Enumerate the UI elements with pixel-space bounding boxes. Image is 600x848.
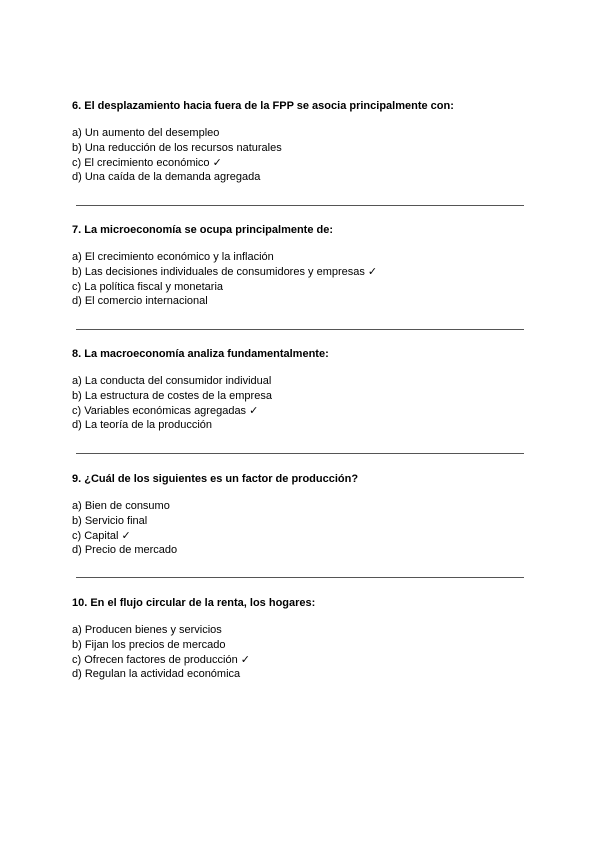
question-title: 8. La macroeconomía analiza fundamentalmente: <box>72 348 329 360</box>
option-list <box>72 126 532 185</box>
option-b: b) Servicio final <box>72 514 148 527</box>
question-title: 10. En el flujo circular de la renta, los hogares: <box>72 597 316 609</box>
option-list <box>72 374 532 433</box>
question-title: 6. El desplazamiento hacia fuera de la FPP se asocia principalmente con: <box>72 100 454 112</box>
option-a: a) Producen bienes y servicios <box>72 624 222 636</box>
question-7 <box>72 223 532 309</box>
question-title: 7. La microeconomía se ocupa principalmente de: <box>72 224 334 236</box>
question-10 <box>72 596 532 682</box>
option-c: c) Ofrecen factores de producción ✓ <box>72 653 250 666</box>
option-c: c) Capital ✓ <box>72 529 131 542</box>
option-d: d) El comercio internacional <box>72 295 208 308</box>
option-d: d) La teoría de la producción <box>72 419 213 432</box>
question-9 <box>72 472 532 558</box>
question-8 <box>72 347 532 433</box>
option-a: a) Un aumento del desempleo <box>72 127 220 139</box>
option-b: b) La estructura de costes de la empresa <box>72 389 272 402</box>
question-title: 9. ¿Cuál de los siguientes es un factor de producción? <box>72 473 359 485</box>
option-b: b) Una reducción de los recursos naturales <box>72 141 282 154</box>
option-b: b) Fijan los precios de mercado <box>72 638 226 651</box>
option-list <box>72 499 532 558</box>
option-c: c) El crecimiento económico ✓ <box>72 156 222 169</box>
divider <box>76 205 524 206</box>
option-a: a) La conducta del consumidor individual <box>72 375 272 387</box>
option-d: d) Regulan la actividad económica <box>72 668 241 681</box>
divider <box>76 577 524 578</box>
option-list <box>72 250 532 309</box>
option-a: a) El crecimiento económico y la inflación <box>72 251 274 263</box>
option-c: c) Variables económicas agregadas ✓ <box>72 404 259 417</box>
option-d: d) Una caída de la demanda agregada <box>72 171 261 184</box>
divider <box>76 453 524 454</box>
option-a: a) Bien de consumo <box>72 500 170 512</box>
option-list <box>72 623 532 682</box>
divider <box>76 329 524 330</box>
option-d: d) Precio de mercado <box>72 544 178 557</box>
option-c: c) La política fiscal y monetaria <box>72 280 224 293</box>
option-b: b) Las decisiones individuales de consumidores y empresas ✓ <box>72 265 378 278</box>
question-6 <box>72 99 532 185</box>
